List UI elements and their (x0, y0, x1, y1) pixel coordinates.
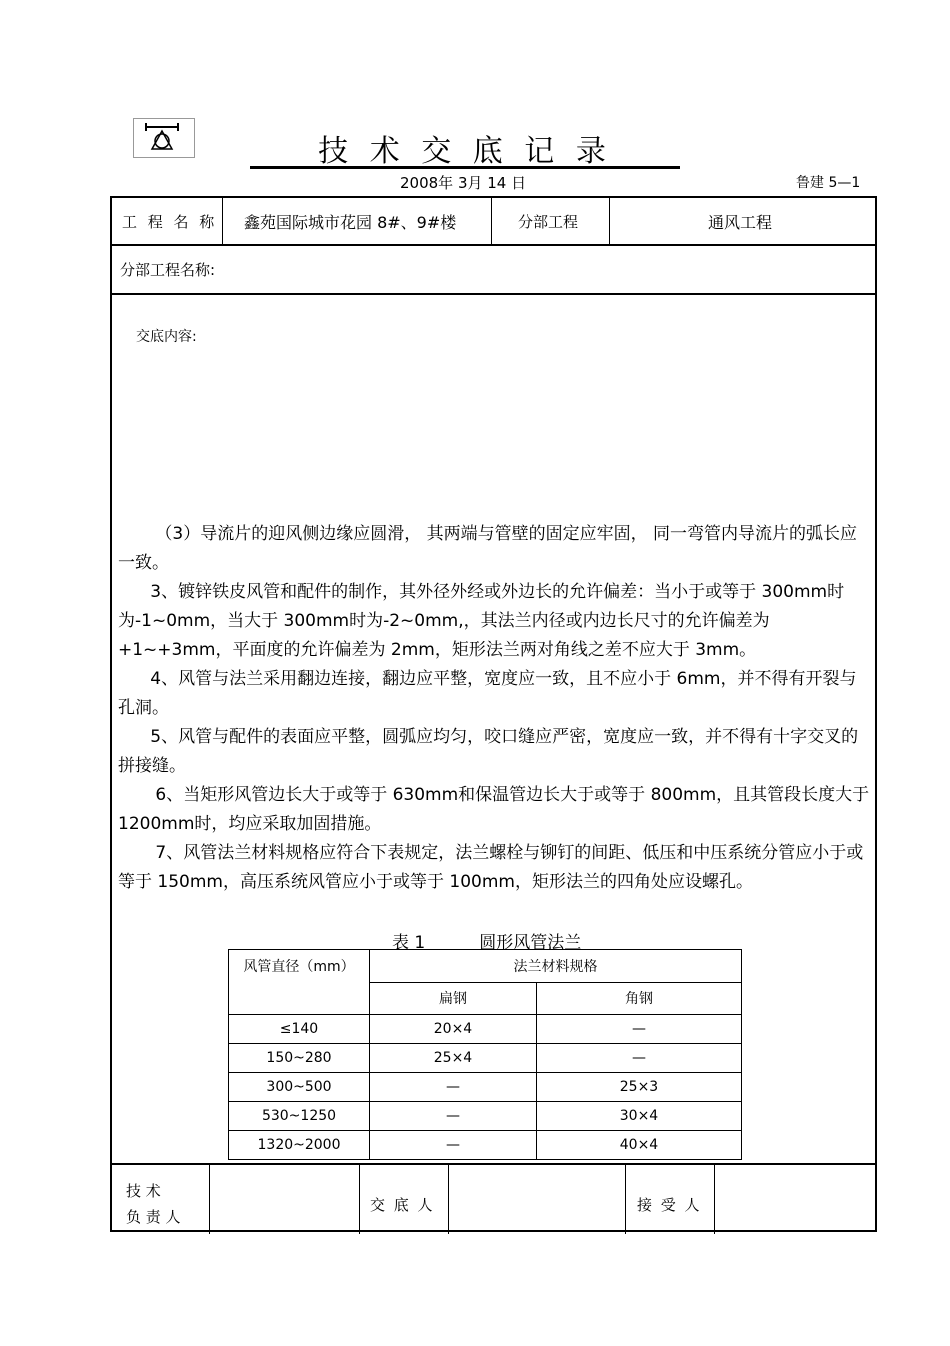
flat-steel-cell: — (370, 1102, 537, 1131)
presenter-signature-field[interactable] (448, 1180, 625, 1220)
material-spec-header: 法兰材料规格 (370, 950, 742, 983)
paragraph: 6、当矩形风管边长大于或等于 630mm和保温管边长大于或等于 800mm，且其管段长度大于 1200mm时，均应采取加固措施。 (118, 785, 870, 834)
project-name-label: 工 程 名 称 (122, 213, 218, 231)
flat-steel-header: 扁钢 (370, 982, 537, 1015)
tech-lead-label-line2: 负 责 人 (126, 1208, 181, 1226)
division-value: 通风工程 (708, 213, 773, 232)
diameter-cell: ≤140 (229, 1015, 370, 1044)
angle-steel-cell: — (537, 1015, 742, 1044)
tech-lead-signature-field[interactable] (209, 1180, 359, 1220)
project-name-value: 鑫苑国际城市花园 8#、9#楼 (244, 213, 457, 232)
paragraph: 5、风管与配件的表面应平整，圆弧应均匀，咬口缝应严密，宽度应一致，并不得有十字交叉的拼接缝。 (118, 727, 859, 776)
presenter-label: 交 底 人 (370, 1196, 435, 1214)
disclosure-content (118, 520, 870, 897)
angle-steel-cell: — (537, 1044, 742, 1073)
tech-lead-label-line1: 技 术 (126, 1182, 161, 1200)
table-row (229, 1044, 742, 1073)
flat-steel-cell: — (370, 1073, 537, 1102)
paragraph: 7、风管法兰材料规格应符合下表规定，法兰螺栓与铆钉的间距、低压和中压系统分管应小于或等于 150mm，高压系统风管应小于或等于 100mm，矩形法兰的四角处应设螺孔。 (118, 843, 864, 892)
form-code: 鲁建 5—1 (796, 175, 861, 191)
angle-steel-header: 角钢 (537, 982, 742, 1015)
table-caption: 表 1 圆形风管法兰 (392, 933, 582, 953)
flat-steel-cell: 25×4 (370, 1044, 537, 1073)
table-row (229, 1131, 742, 1160)
paragraph: 3、镀锌铁皮风管和配件的制作，其外径外经或外边长的允许偏差：当小于或等于 300mm时为-1~0mm，当大于 300mm时为-2~0mm,，其法兰内径或内边长尺寸的允许偏差为+1~+3mm，平面度的允许偏差为 2mm，矩形法兰两对角线之差不应大于 3mm。 (118, 582, 845, 660)
paragraph: 4、风管与法兰采用翻边连接，翻边应平整，宽度应一致，且不应小于 6mm，并不得有开裂与孔洞。 (118, 669, 857, 718)
angle-steel-cell: 40×4 (537, 1131, 742, 1160)
diameter-cell: 530~1250 (229, 1102, 370, 1131)
angle-steel-cell: 30×4 (537, 1102, 742, 1131)
document-title: 技 术 交 底 记 录 (250, 126, 680, 169)
receiver-label: 接 受 人 (637, 1196, 702, 1214)
division-label: 分部工程 (518, 213, 579, 231)
diameter-cell: 150~280 (229, 1044, 370, 1073)
table-row (229, 1073, 742, 1102)
document-date: 2008年 3月 14 日 (400, 174, 527, 192)
diameter-cell: 1320~2000 (229, 1131, 370, 1160)
paragraph: （3）导流片的迎风侧边缘应圆滑， 其两端与管壁的固定应牢固， 同一弯管内导流片的弧长应一致。 (118, 524, 858, 573)
table-row (229, 1102, 742, 1131)
subdivision-label: 分部工程名称: (120, 261, 216, 279)
content-label: 交底内容: (136, 329, 197, 345)
angle-steel-cell: 25×3 (537, 1073, 742, 1102)
diameter-cell: 300~500 (229, 1073, 370, 1102)
diameter-header: 风管直径（mm） (229, 950, 370, 1015)
flange-spec-table (228, 949, 742, 1160)
flat-steel-cell: — (370, 1131, 537, 1160)
receiver-signature-field[interactable] (714, 1180, 876, 1220)
flat-steel-cell: 20×4 (370, 1015, 537, 1044)
company-logo (133, 118, 195, 158)
table-row (229, 1015, 742, 1044)
